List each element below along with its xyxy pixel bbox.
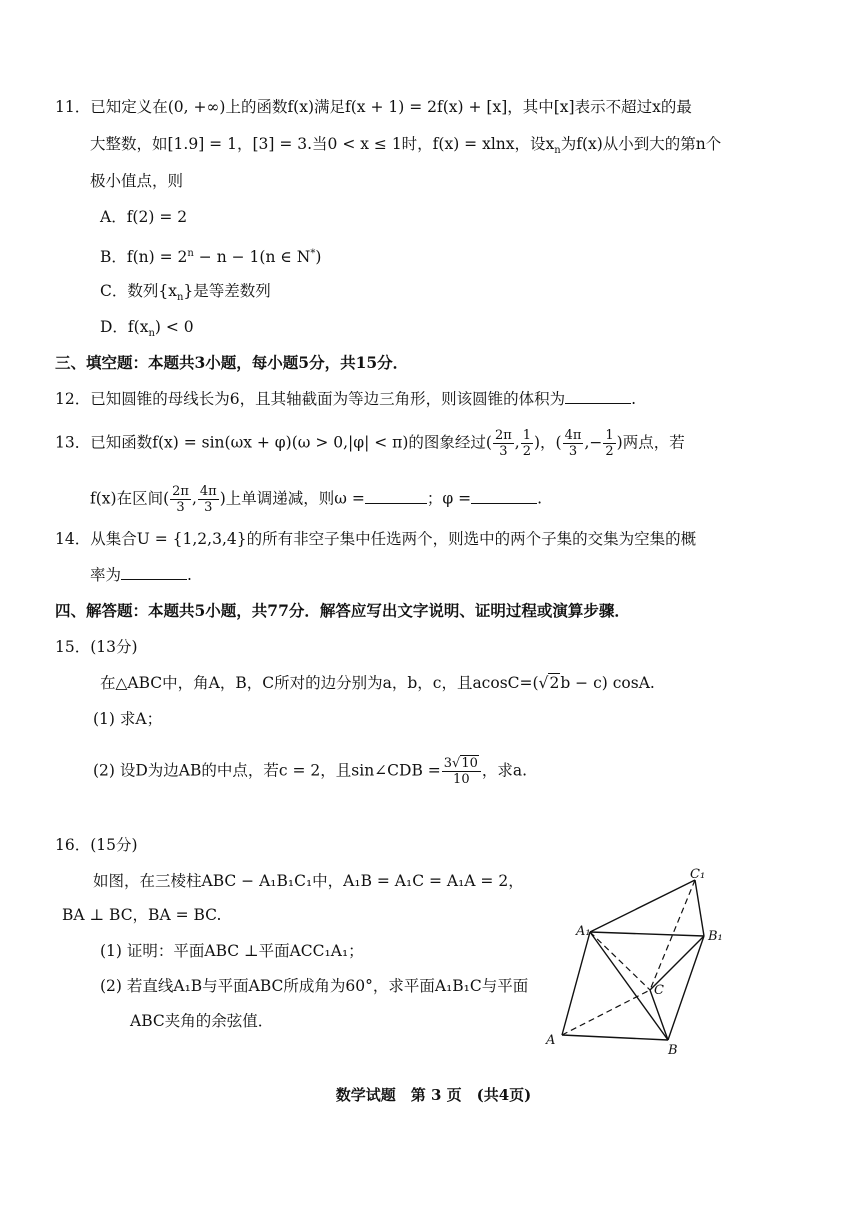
q13-phi-blank[interactable]	[471, 489, 537, 504]
q11-optc-end: }是等差数列	[183, 282, 271, 300]
q13-number: 13．	[55, 433, 91, 452]
label-a1: A₁	[576, 924, 591, 939]
page-footer: 数学试题 第 3 页 (共4页)	[335, 1086, 532, 1104]
q12-number: 12．	[55, 390, 91, 408]
q16-part-2b: ABC夹角的余弦值．	[130, 1012, 274, 1030]
frac-den: 3	[568, 444, 578, 459]
q14-end: .	[187, 566, 192, 584]
q13-comma-minus: ,−	[584, 433, 603, 452]
q14-number: 14．	[55, 530, 91, 548]
q13-mid: )，(	[534, 433, 562, 452]
q15-frac	[442, 756, 481, 787]
frac-num-sqrt: 10	[461, 756, 478, 771]
q15-sqrt-2: 2	[549, 674, 560, 692]
q14-text-2: 率为	[90, 566, 122, 584]
frac-den: 3	[204, 500, 213, 515]
q11-line2	[90, 133, 721, 162]
label-c1: C₁	[690, 868, 706, 882]
frac-num: 4π	[564, 428, 582, 443]
q11-optd-pre: D．f(x	[100, 318, 149, 336]
q11-optd-end: ) < 0	[154, 318, 194, 336]
q14-line2	[90, 564, 192, 586]
q13-frac-1	[493, 428, 514, 459]
q15-part-2	[93, 756, 527, 787]
q11-option-d	[100, 316, 194, 345]
q13-comma: ,	[514, 433, 520, 452]
q11-optb-pre: B．f(n) = 2	[100, 248, 188, 267]
q13-l2-mid: )上单调递减，则ω =	[219, 489, 365, 508]
q11-option-b	[100, 243, 321, 268]
q13-frac-4	[603, 428, 615, 459]
q13-pre: 已知函数f(x) = sin(ωx + φ)(ω > 0,|φ| < π)的图象经过(	[90, 433, 492, 452]
frac-num: 4π	[199, 484, 217, 499]
q11-optc-sub: n	[176, 292, 184, 304]
q13-line1	[55, 428, 685, 459]
q16-part-2a: (2) 若直线A₁B与平面ABC所成角为60°，求平面A₁B₁C与平面	[100, 977, 529, 995]
q15-l1-post: b − c) cosA.	[560, 674, 655, 692]
q14-text: 从集合U = {1,2,3,4}的所有非空子集中任选两个，则选中的两个子集的交集为空集的概	[90, 530, 697, 548]
frac-num: 1	[522, 428, 531, 443]
q15-heading: 15．(13分)	[55, 638, 138, 656]
q11-line1	[55, 96, 692, 118]
q13-l2-end: .	[537, 489, 543, 508]
q11-optc-pre: C．数列{x	[100, 282, 177, 300]
q13-frac-3	[563, 428, 584, 459]
q13-omega-blank[interactable]	[365, 489, 427, 504]
q13-post: )两点，若	[616, 433, 685, 452]
q13-line2	[90, 484, 542, 515]
q11-optd-sub: n	[148, 328, 155, 340]
q12-text: 已知圆锥的母线长为6，且其轴截面为等边三角形，则该圆锥的体积为	[90, 390, 566, 408]
label-b1: B₁	[708, 929, 723, 944]
frac-num: 2π	[494, 428, 512, 443]
q15-part-1: (1) 求A；	[93, 710, 163, 728]
q13-frac-2	[521, 428, 533, 459]
q16-part-1: (1) 证明：平面ABC ⊥平面ACC₁A₁；	[100, 942, 364, 960]
q11-optb-mid: − n − 1(n ∈ N	[193, 248, 311, 267]
q11-option-c	[100, 280, 271, 309]
q11-optb-sup: n	[187, 248, 194, 259]
q11-text-2: 大整数，如[1.9] = 1，[3] = 3.当0 < x ≤ 1时，f(x) = xlnx，设x	[90, 135, 555, 153]
q15-l1-pre: 在△ABC中，角A，B，C所对的边分别为a，b，c，且acosC=(	[100, 674, 539, 692]
q11-line3: 极小值点，则	[90, 172, 184, 190]
label-a: A	[546, 1033, 556, 1048]
frac-num-coef: 3	[443, 756, 453, 771]
frac-den: 3	[499, 444, 508, 459]
q13-l2-semi: ；φ =	[426, 489, 472, 508]
label-b: B	[668, 1043, 678, 1058]
frac-num: 2π	[172, 484, 189, 499]
frac-num: 3√10	[442, 756, 481, 772]
frac-den: 3	[176, 500, 185, 515]
q14-answer-blank[interactable]	[121, 565, 187, 580]
q16-line2: BA ⊥ BC，BA = BC.	[62, 906, 222, 924]
q13-frac-6	[198, 484, 219, 515]
q15-p2-pre: (2) 设D为边AB的中点，若c = 2，且sin∠CDB =	[93, 761, 441, 780]
section-3-heading: 三、填空题：本题共3小题，每小题5分，共15分．	[55, 353, 409, 372]
section-4-heading: 四、解答题：本题共5小题，共77分．解答应写出文字说明、证明过程或演算步骤．	[55, 601, 630, 620]
q11-text-1: 已知定义在(0, +∞)上的函数f(x)满足f(x + 1) = 2f(x) + [x]，其中[x]表示不超过x的最	[90, 98, 692, 116]
q11-optb-end: )	[315, 248, 322, 267]
frac-den: 2	[522, 444, 531, 459]
q12-end: .	[631, 390, 637, 408]
q16-line1: 如图，在三棱柱ABC − A₁B₁C₁中，A₁B = A₁C = A₁A = 2，	[93, 872, 524, 890]
prism-figure	[540, 868, 740, 1068]
q16-heading: 16．(15分)	[55, 836, 138, 854]
q14-line1	[55, 528, 696, 550]
q13-comma-2: ,	[191, 489, 197, 508]
q13-frac-5	[170, 484, 191, 515]
frac-num: 1	[605, 428, 614, 443]
q12-answer-blank[interactable]	[565, 389, 631, 404]
label-c: C	[654, 983, 664, 998]
q11-option-a: A．f(2) = 2	[100, 208, 188, 226]
q11-number: 11．	[55, 98, 91, 116]
q15-line1: 在△ABC中，角A，B，C所对的边分别为a，b，c，且acosC=(√2b − c) cosA.	[100, 674, 655, 692]
frac-den: 2	[605, 444, 614, 459]
frac-den: 10	[453, 772, 470, 787]
q11-text-2b: 为f(x)从小到大的第n个	[560, 135, 722, 153]
q11-sub-n: n	[554, 145, 561, 157]
q15-p2-post: ，求a.	[481, 761, 528, 780]
q11-optb-sup2: *	[310, 248, 316, 259]
q12-line	[55, 388, 636, 410]
q13-l2-pre: f(x)在区间(	[90, 489, 170, 508]
